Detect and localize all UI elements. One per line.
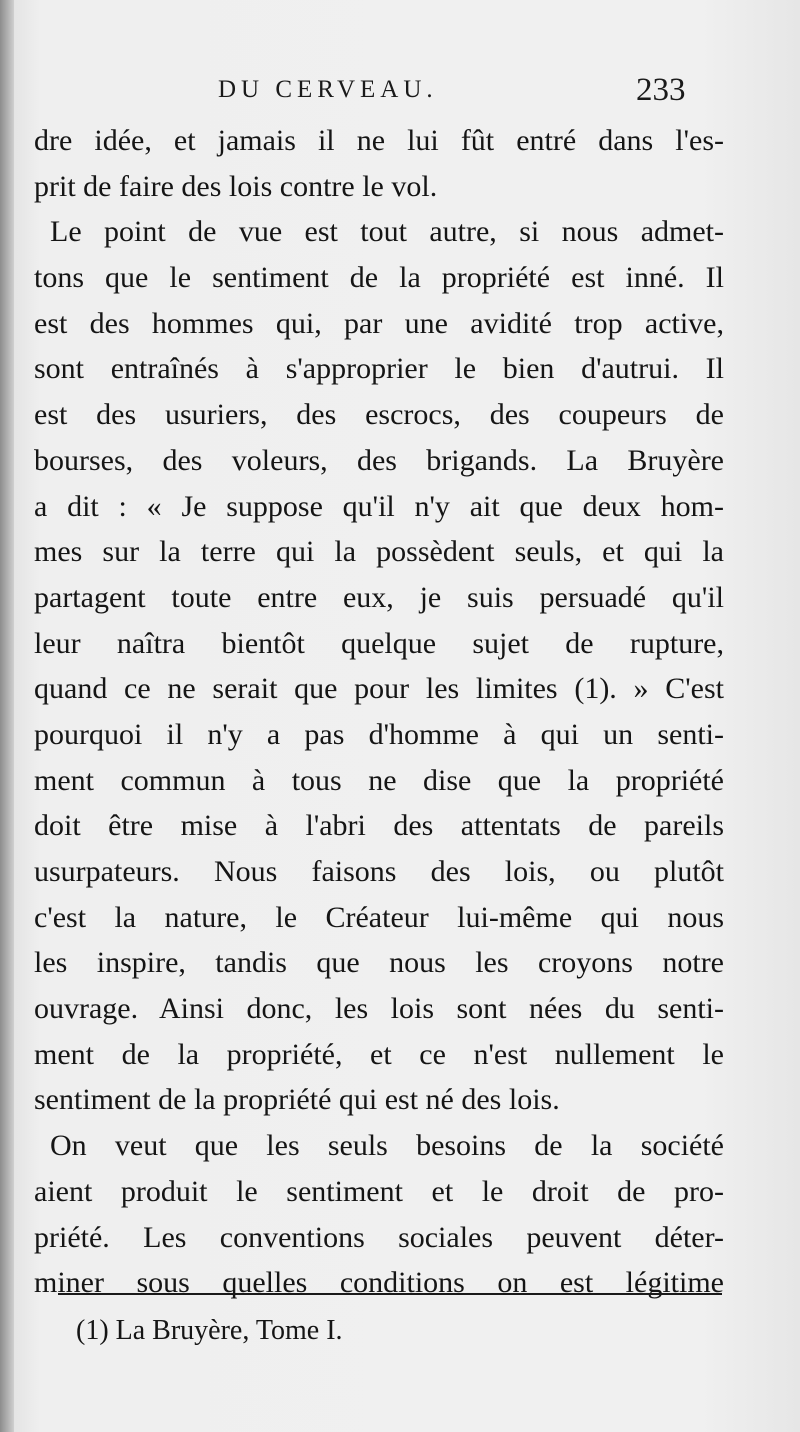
text-line: pourquoi il n'y a pas d'homme à qui un senti-	[34, 717, 724, 751]
text-line: mes sur la terre qui la possèdent seuls, et qui la	[34, 535, 724, 569]
text-line: est des hommes qui, par une avidité trop active,	[34, 306, 724, 340]
text-line: quand ce ne serait que pour les limites (1). » C'est	[34, 672, 724, 706]
text-line: sont entraînés à s'approprier le bien d'autrui. Il	[34, 352, 724, 386]
body-text	[34, 118, 724, 1306]
footnote-rule	[58, 1293, 722, 1295]
text-line: c'est la nature, le Créateur lui-même qui nous	[34, 900, 724, 934]
text-line: a dit : « Je suppose qu'il n'y ait que deux hom-	[34, 489, 724, 523]
text-line: Le point de vue est tout autre, si nous admet-	[50, 215, 724, 249]
text-line: bourses, des voleurs, des brigands. La Bruyère	[34, 443, 724, 477]
text-line: priété. Les conventions sociales peuvent déter-	[34, 1220, 724, 1254]
text-line: miner sous quelles conditions on est légitime	[34, 1266, 724, 1300]
page-number: 233	[636, 72, 686, 108]
text-line: est des usuriers, des escrocs, des coupeurs de	[34, 398, 724, 432]
running-head	[0, 72, 800, 112]
text-line: sentiment de la propriété qui est né des lois.	[34, 1083, 560, 1117]
text-line: doit être mise à l'abri des attentats de pareils	[34, 809, 724, 843]
text-line: aient produit le sentiment et le droit de pro-	[34, 1174, 724, 1208]
text-line: ment commun à tous ne dise que la propriété	[34, 763, 724, 797]
running-title: DU CERVEAU.	[218, 76, 438, 103]
text-line: ment de la propriété, et ce n'est nullement le	[34, 1037, 724, 1071]
text-line: tons que le sentiment de la propriété est inné. Il	[34, 261, 724, 295]
text-line: prit de faire des lois contre le vol.	[34, 169, 438, 203]
text-line: dre idée, et jamais il ne lui fût entré dans l'es-	[34, 124, 724, 157]
spine-shadow	[0, 0, 14, 1432]
text-line: On veut que les seuls besoins de la société	[50, 1129, 724, 1163]
text-line: usurpateurs. Nous faisons des lois, ou plutôt	[34, 855, 724, 888]
text-line: partagent toute entre eux, je suis persuadé qu'il	[34, 580, 724, 614]
text-line: les inspire, tandis que nous les croyons notre	[34, 946, 724, 980]
footnote: (1) La Bruyère, Tome I.	[76, 1315, 343, 1346]
text-line: ouvrage. Ainsi donc, les lois sont nées du senti-	[34, 992, 724, 1026]
text-line: leur naîtra bientôt quelque sujet de rupture,	[34, 626, 724, 660]
